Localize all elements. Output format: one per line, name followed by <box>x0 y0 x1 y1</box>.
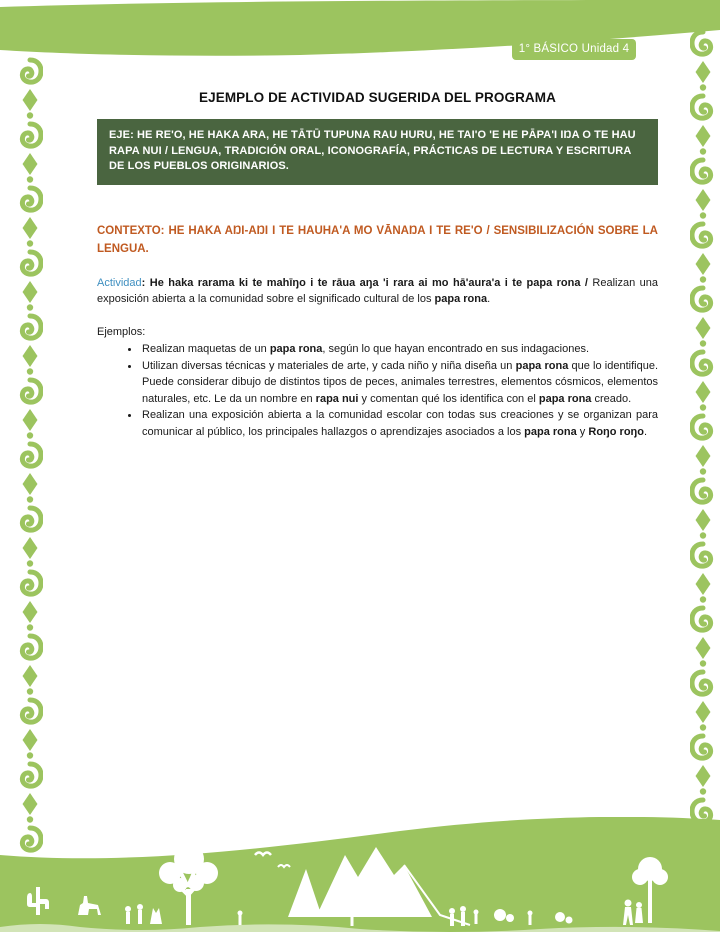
text-segment: papa rona <box>434 293 488 305</box>
text-segment: que lo identifique. Puede considerar dibujo de distintos tipos de peces, animales terrestres, elementos cósmicos, elementos naturales, etc. Le da un nombre en <box>142 359 658 405</box>
text-segment: . <box>487 293 491 305</box>
ejemplos-list <box>97 341 658 440</box>
text-segment: Roŋo roŋo <box>588 425 644 438</box>
text-segment: He haka rarama ki te mahīŋo i te rāua aŋa 'i rara ai mo hā'aura'a i te papa rona / <box>149 276 593 289</box>
list-item <box>140 358 658 408</box>
list-item <box>140 341 658 358</box>
right-border-pattern <box>690 28 716 840</box>
text-segment: Realizan maquetas de un <box>142 343 270 355</box>
text-segment: papa rona <box>269 343 323 355</box>
page-title: EJEMPLO DE ACTIVIDAD SUGERIDA DEL PROGRAMA <box>199 90 556 105</box>
text-segment: Realizan una exposición abierta a la comunidad sobre el significado cultural de los <box>97 276 658 305</box>
text-segment: creado. <box>591 392 632 405</box>
content-column <box>97 60 658 440</box>
left-border-pattern <box>17 56 43 856</box>
text-segment: papa rona <box>538 392 592 405</box>
text-segment: rapa nui <box>315 392 359 405</box>
text-segment: y <box>576 425 589 438</box>
text-segment: papa rona <box>515 359 569 372</box>
eje-banner <box>97 119 658 185</box>
text-segment: Realizan una exposición abierta a la comunidad escolar con todas sus creaciones y se organizan para comunicar al público, los principales hallazgos o aprendizajes asociados a los <box>142 409 658 438</box>
list-item <box>140 407 658 440</box>
bottom-landscape-decoration <box>0 817 720 932</box>
text-segment: : <box>141 276 150 289</box>
text-segment: y comentan qué los identifica con el <box>358 392 539 405</box>
text-segment: . <box>643 425 648 438</box>
ejemplos-heading: Ejemplos: <box>97 325 146 338</box>
text-segment: papa rona <box>524 425 577 438</box>
text-segment: , según lo que hayan encontrado en sus indagaciones. <box>322 343 590 355</box>
text-segment: Actividad <box>97 276 142 289</box>
text-segment: Utilizan diversas técnicas y materiales de arte, y cada niño y niña diseña un <box>142 359 516 372</box>
actividad-paragraph <box>97 275 658 308</box>
unit-badge: 1° BÁSICO Unidad 4 <box>512 39 636 60</box>
contexto-heading: CONTEXTO: HE HAKA AŊI-AŊI I TE HAUHA'A MO VĀNAŊA I TE RE'O / SENSIBILIZACIÓN SOBRE LA LENGUA. <box>97 224 658 255</box>
eje-text: EJE: HE RE'O, HE HAKA ARA, HE TĀTŪ TUPUNA RAU HURU, HE TAI'O 'E HE PĀPA'I IŊA O TE HAU RAPA NUI / LENGUA, TRADICIÓN ORAL, ICONOGRAFÍA, PRÁCTICAS DE LECTURA Y ESCRITURA DE LOS PUEBLOS ORIGINARIOS. <box>109 129 636 172</box>
